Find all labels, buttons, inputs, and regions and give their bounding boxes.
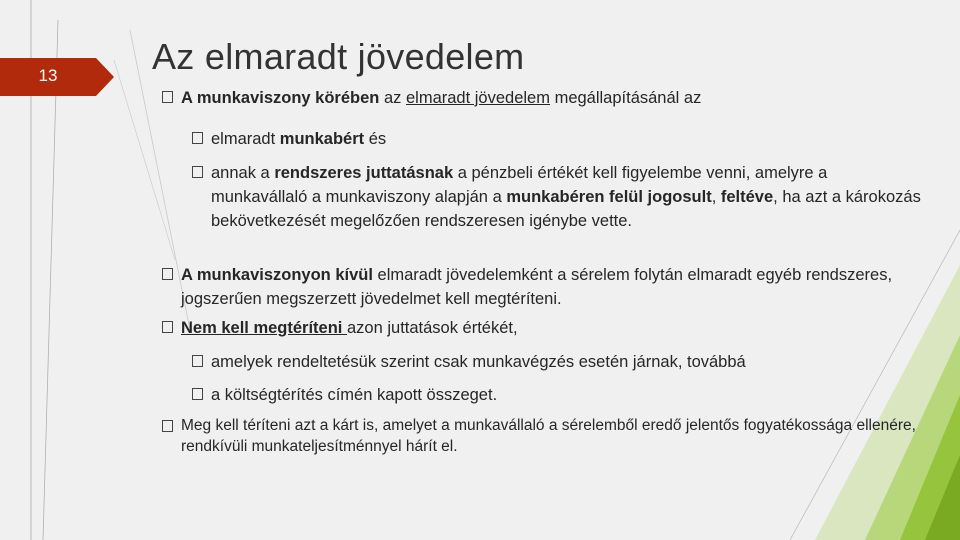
- bullet-text: [192, 350, 922, 374]
- square-bullet-icon: [192, 132, 203, 144]
- bullet-item: [162, 86, 922, 110]
- square-bullet-icon: [162, 420, 173, 432]
- text-run: munkabért: [279, 130, 365, 148]
- square-bullet-icon: [162, 321, 173, 333]
- text-run: azon juttatások értékét,: [346, 319, 518, 337]
- text-run: elmaradt jövedelem: [405, 89, 550, 107]
- sub-bullet-item: [192, 127, 922, 151]
- bullet-text: [192, 383, 922, 407]
- text-run: A munkaviszonyon kívül: [181, 266, 373, 284]
- bullet-text: [162, 86, 922, 110]
- bullet-item: [162, 415, 922, 457]
- bullet-text: [162, 263, 922, 311]
- bullet-text: [192, 161, 922, 233]
- text-run: ,: [711, 188, 721, 206]
- square-bullet-icon: [192, 355, 203, 367]
- square-bullet-icon: [162, 91, 173, 103]
- text-run: az: [379, 89, 406, 107]
- text-run: feltéve: [720, 188, 774, 206]
- text-run: munkabéren felül jogosult: [506, 188, 712, 206]
- bullet-text: [162, 415, 922, 457]
- bullet-text: [162, 316, 922, 340]
- slide-title: Az elmaradt jövedelem: [152, 36, 525, 77]
- text-run: annak a: [211, 164, 275, 182]
- text-run: a költségtérítés címén kapott összeget.: [211, 386, 498, 404]
- sub-bullet-item: [192, 161, 922, 233]
- bullet-item: [162, 316, 922, 340]
- square-bullet-icon: [192, 388, 203, 400]
- text-run: Meg kell téríteni azt a kárt is, amelyet a munkavállaló a sérelemből eredő jelentős fogyatékossága ellenére, rendkívüli munkateljesítménnyel hárít el.: [181, 417, 916, 455]
- text-run: elmaradt jövedelemként a sérelem folytán elmaradt egyéb rendszeres, jogszerűen megszerzett jövedelmet kell megtéríteni.: [181, 266, 893, 308]
- text-run: megállapításánál az: [549, 89, 702, 107]
- square-bullet-icon: [192, 166, 203, 178]
- text-run: rendszeres juttatásnak: [274, 164, 454, 182]
- text-run: amelyek rendeltetésük szerint csak munkavégzés esetén járnak, továbbá: [211, 353, 746, 371]
- bullet-text: [192, 127, 922, 151]
- text-run: Nem kell megtéríteni: [181, 319, 347, 337]
- slide-number: 13: [38, 66, 58, 85]
- text-run: és: [364, 130, 387, 148]
- text-run: elmaradt: [211, 130, 280, 148]
- sub-bullet-item: [192, 383, 922, 407]
- sub-bullet-item: [192, 350, 922, 374]
- text-run: , ha azt a károkozás bekövetkezését megelőzően rendszeresen igénybe vette.: [211, 188, 921, 230]
- text-run: a pénzbeli értékét kell figyelembe venni, amelyre a munkavállaló a munkaviszony alapján a: [211, 164, 828, 206]
- bullet-item: [162, 263, 922, 311]
- square-bullet-icon: [162, 268, 173, 280]
- text-run: A munkaviszony körében: [181, 89, 380, 107]
